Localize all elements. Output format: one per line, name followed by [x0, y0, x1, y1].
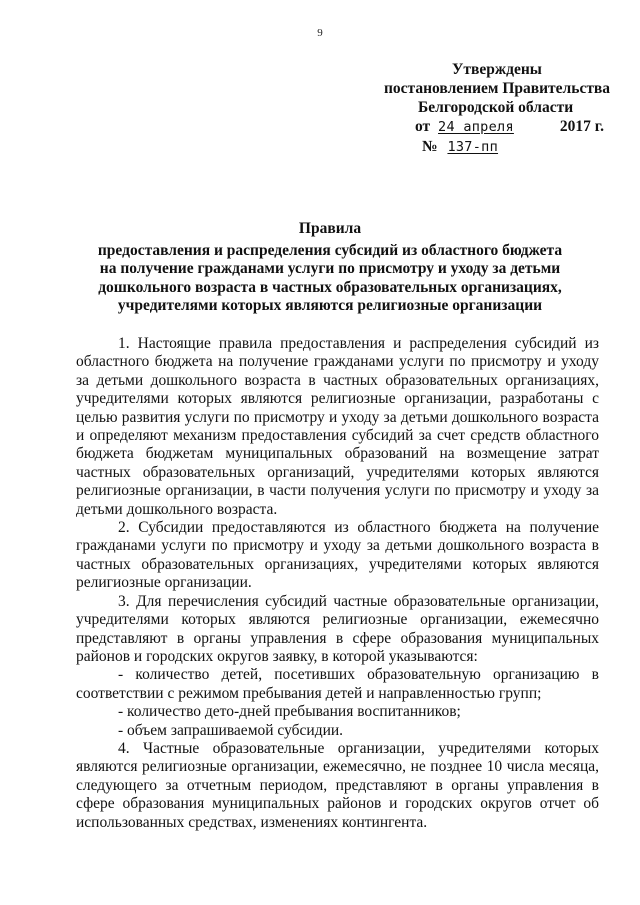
bullet-subsidy-amount: - объем запрашиваемой субсидии. [118, 721, 344, 739]
paragraph-2: 2. Субсидии предоставляются из областного бюджета на получение гражданами услуги по присмотру и уходу за детьми дошкольного возраста в частных образовательных организациях, учредителями которых являются религиозные организации. [76, 519, 599, 592]
approval-block [384, 60, 614, 157]
approval-number-line [384, 137, 614, 157]
bullet-child-days: - количество дето-дней пребывания воспитанников; [118, 703, 461, 721]
approval-line-region: Белгородской области [418, 99, 574, 116]
page-number: 9 [317, 27, 323, 39]
document-title [90, 220, 570, 316]
approval-line-resolution: постановлением Правительства [384, 80, 611, 97]
bullet-children-count: - количество детей, посетивших образовательную организацию в соответствии с режимом пребывания детей и направленностью групп; [76, 666, 599, 702]
handwritten-date: 24 апреля [438, 119, 514, 135]
title-heading: Правила [298, 220, 362, 237]
paragraph-1: 1. Настоящие правила предоставления и распределения субсидий из областного бюджета на получение гражданами услуги по присмотру и уходу за детьми дошкольного возраста в частных образовательных организациях, учредителями которых являются религиозные организации, разработаны с целью развития услуги по присмотру и уходу за детьми дошкольного возраста и определяют механизм предоставления субсидий за счет средств областного бюджета бюджетам муниципальных образований на возмещение затрат частных образовательных организаций, учредителями которых являются религиозные организации, в части получения услуги по присмотру и уходу за детьми дошкольного возраста. [76, 335, 599, 518]
approval-line-approved: Утверждены [452, 61, 542, 78]
date-prefix: от [415, 118, 431, 135]
title-subtitle: предоставления и распределения субсидий из областного бюджета на получение гражданами услуги по присмотру и уходу за детьми дошкольного возраста в частных образовательных организациях, учредителями которых являются религиозные организации [97, 241, 563, 314]
paragraph-3: 3. Для перечисления субсидий частные образовательные организации, учредителями которых являются религиозные организации, ежемесячно представляют в органы управления в сфере образования муниципальных районов и городских округов заявку, в которой указываются: [76, 592, 599, 665]
paragraph-4: 4. Частные образовательные организации, учредителями которых являются религиозные организации, ежемесячно, не позднее 10 числа месяца, следующего за отчетным периодом, представляют в органы управления в сфере образования муниципальных районов и городских округов отчет об использованных средствах, изменениях контингента. [76, 739, 599, 831]
approval-date-line [384, 117, 614, 137]
number-prefix: № [422, 138, 438, 155]
document-body [76, 335, 599, 832]
handwritten-number: 137-пп [447, 139, 499, 155]
date-year: 2017 г. [559, 118, 604, 135]
